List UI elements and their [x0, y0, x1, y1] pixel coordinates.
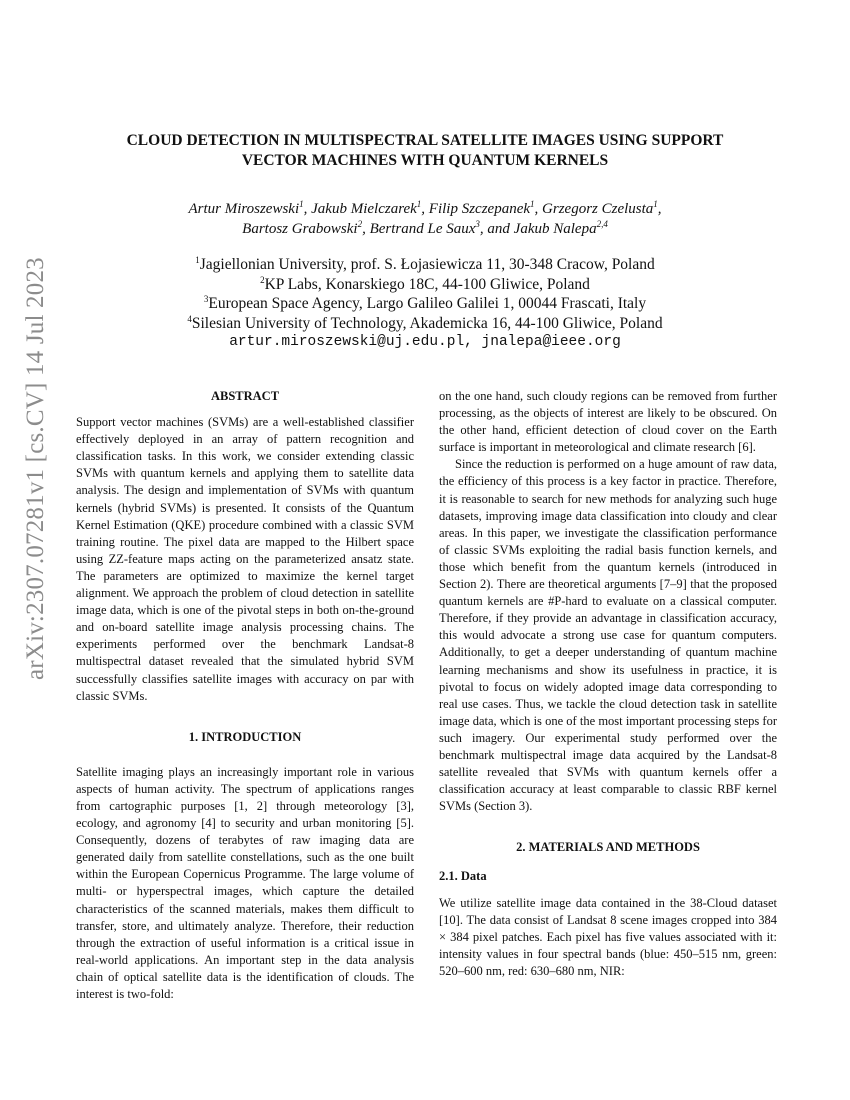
title-line-1: CLOUD DETECTION IN MULTISPECTRAL SATELLITE IMAGES USING SUPPORT [126, 132, 724, 149]
affiliation-number: 2 [260, 274, 265, 285]
affiliation-line [80, 275, 770, 295]
author-separator: , [421, 201, 429, 217]
affiliation-line [80, 255, 770, 275]
affiliation-number: 3 [203, 293, 209, 304]
author-separator: , [657, 201, 662, 217]
author-affiliation-mark: 1 [653, 199, 658, 209]
left-column [76, 388, 414, 1003]
author-name: Bertrand Le Saux [369, 221, 476, 237]
title-line-2: VECTOR MACHINES WITH QUANTUM KERNELS [241, 152, 609, 169]
author-separator: , [534, 201, 543, 217]
arxiv-identifier-stamp: arXiv:2307.07281v1 [cs.CV] 14 Jul 2023 [22, 257, 49, 680]
author-separator: , and [479, 221, 514, 237]
author-line-2 [80, 219, 770, 239]
affiliation-number: 1 [195, 254, 200, 265]
affiliation-text: Jagiellonian University, prof. S. Łojasiewicza 11, 30-348 Cracow, Poland [199, 256, 655, 273]
introduction-paragraph-1-continued: on the one hand, such cloudy regions can be removed from further processing, as the objects of interest are likely to be obscured. On the other hand, efficient detection of cloud cover on the Earth surface is important in meteorological and climate research [6]. [439, 389, 777, 455]
right-column [439, 388, 777, 980]
author-name: Grzegorz Czelusta [542, 201, 654, 217]
author-name: Filip Szczepanek [428, 201, 531, 217]
introduction-heading: 1. INTRODUCTION [188, 729, 302, 744]
affiliation-line [80, 294, 770, 314]
author-affiliation-mark: 3 [475, 219, 480, 229]
affiliation-number: 4 [187, 313, 192, 324]
abstract-heading: ABSTRACT [210, 389, 280, 403]
author-name: Jakub Mielczarek [311, 201, 417, 217]
contact-email[interactable]: artur.miroszewski@uj.edu.pl, jnalepa@ieee.org [229, 334, 621, 350]
affiliation-list [80, 255, 770, 353]
author-name: Artur Miroszewski [188, 201, 300, 217]
affiliation-line [80, 314, 770, 334]
introduction-paragraph-2: Since the reduction is performed on a huge amount of raw data, the efficiency of this process is a key factor in practice. Therefore, it is reasonable to search for new methods for analyzing such huge datasets, improving image data classification into cloudy and clear areas. In this paper, we investigate the classification performance of classic SVMs exploiting the radial basis function kernels, and those which benefit from the quantum kernels (introduced in Section 2). There are theoretical arguments [7–9] that the proposed quantum kernels are #P-hard to evaluate on a classical computer. Therefore, if they provide an advantage in classification accuracy, this would advocate a strong use case for quantum computers. Additionally, to get a deeper understanding of quantum machine learning mechanisms and show its usefulness in practice, it is pivotal to focus on widely adopted image data corresponding to real use cases. Thus, we tackle the cloud detection task in satellite image data, which is one of the most important processing steps for such imagery. Our experimental study performed over the benchmark multispectral image data acquired by the Landsat-8 satellite revealed that SVMs with quantum kernels offer a classification accuracy at least comparable to classic RBF kernel SVMs (Section 3). [439, 457, 777, 814]
affiliation-text: Silesian University of Technology, Akademicka 16, 44-100 Gliwice, Poland [191, 314, 663, 332]
author-line-1 [80, 199, 770, 219]
abstract-text: Support vector machines (SVMs) are a well-established classifier effectively deployed in an array of pattern recognition and classification tasks. In this work, we consider extending classic SVMs with quantum kernels and applying them to satellite data analysis. The design and implementation of SVMs with quantum kernels (hybrid SVMs) is presented. It consists of the Quantum Kernel Estimation (QKE) procedure combined with a classic SVM training routine. The pixel data are mapped to the Hilbert space using ZZ-feature maps acting on the parameterized ansatz state. The parameters are optimized to maximize the kernel target alignment. We approach the problem of cloud detection in satellite image data, which is one of the pivotal steps in both on-the-ground and on-board satellite image analysis processing chains. The experiments performed over the benchmark Landsat-8 multispectral dataset revealed that the simulated hybrid SVM successfully classifies satellite images with accuracy on par with classic SVMs. [76, 415, 414, 703]
author-separator: , [303, 201, 312, 217]
author-separator: , [362, 221, 370, 237]
author-affiliation-mark: 2 [357, 219, 363, 229]
affiliation-text: KP Labs, Konarskiego 18C, 44-100 Gliwice, Poland [264, 275, 590, 293]
author-name: Jakub Nalepa [513, 221, 597, 237]
author-list [80, 199, 770, 239]
author-affiliation-mark: 1 [299, 199, 304, 209]
data-subsection-heading: 2.1. Data [439, 869, 487, 884]
author-affiliation-mark: 1 [416, 199, 422, 209]
methods-heading: 2. MATERIALS AND METHODS [516, 840, 700, 855]
author-affiliation-mark: 2,4 [596, 219, 608, 229]
author-name: Bartosz Grabowski [242, 221, 358, 237]
author-affiliation-mark: 1 [530, 199, 535, 209]
paper-title [80, 131, 770, 171]
affiliation-text: European Space Agency, Largo Galileo Galilei 1, 00044 Frascati, Italy [208, 295, 647, 312]
introduction-paragraph-1: Satellite imaging plays an increasingly important role in various aspects of human activity. The spectrum of applications ranges from cartographic purposes [1, 2] through meteorology [3], ecology, and agronomy [4] to security and urban monitoring [5]. Consequently, dozens of terabytes of raw imaging data are generated daily from satellite constellations, such as the one built within the European Copernicus Programme. The large volume of multi- or hyperspectral images, which capture the detailed characteristics of the scanned materials, makes them difficult to transfer, store, and ultimately analyze. Therefore, their reduction through the extraction of useful information is a critical issue in real-world applications. An important step in the data analysis chain of optical satellite data is the identification of clouds. The interest is two-fold: [76, 764, 414, 1001]
data-paragraph-1: We utilize satellite image data contained in the 38-Cloud dataset [10]. The data consist of Landsat 8 scene images cropped into 384 × 384 pixel patches. Each pixel has five values associated with it: intensity values in four spectral bands (blue: 450–515 nm, green: 520–600 nm, red: 630–680 nm, NIR: [439, 895, 777, 978]
